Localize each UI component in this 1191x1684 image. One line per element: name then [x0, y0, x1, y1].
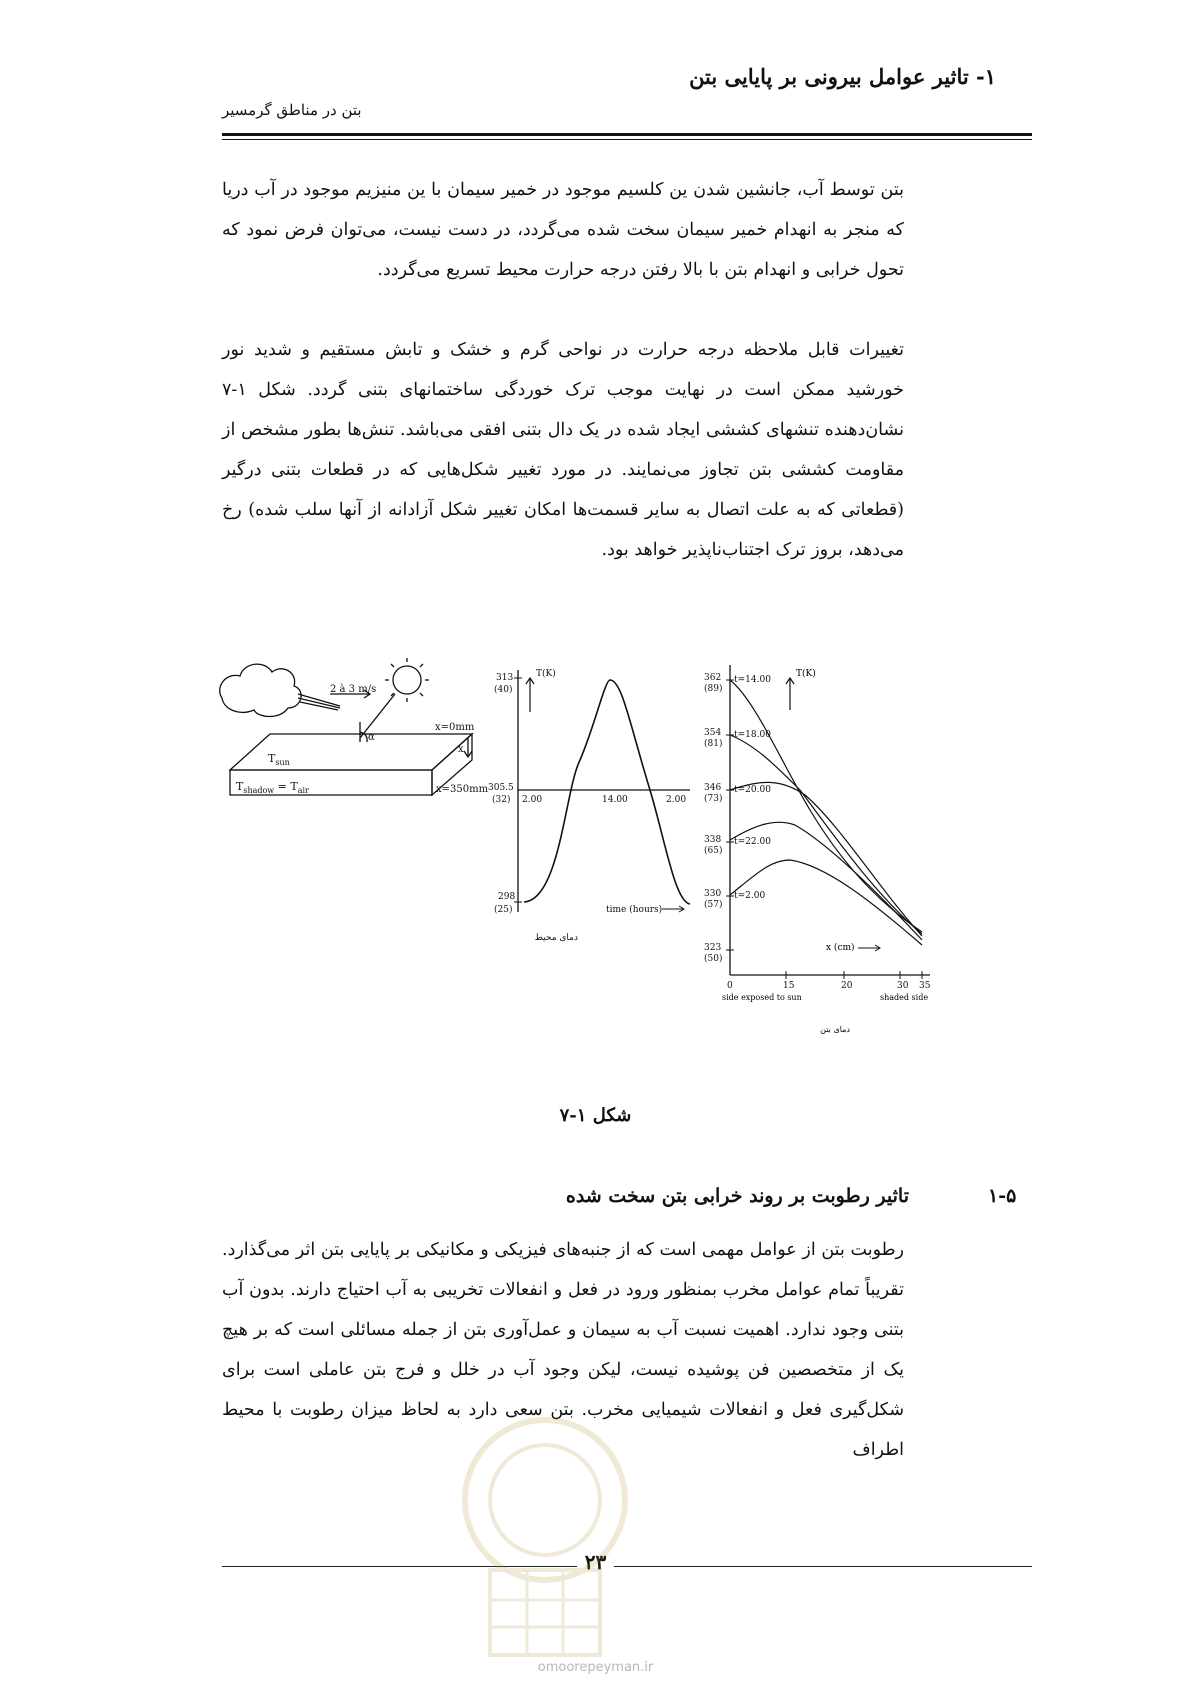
paragraph-2: تغییرات قابل ملاحظه درجه حرارت در نواحی گرم و خشک و تابش مستقیم و شدید نور خورشید ممکن است در نهایت موجب ترک خوردگی ساختمانهای بتنی گردد. شکل ۱-۷ نشان‌دهنده تنشهای کششی ایجاد شده در یک دال بتنی افقی می‌باشد. تنش‌ها بطور مشخص از مقاومت کششی بتن تجاوز می‌نمایند. در مورد تغییر شکل‌هایی که در قطعات بتنی درگیر (قطعاتی که به علت اتصال به سایر قسمت‌ها امکان تغییر شکل آزادانه از آنها سلب شده) رخ می‌دهد، بروز ترک اجتناب‌ناپذیر خواهد بود. [222, 340, 904, 560]
concrete-time-label: t=20.00 [734, 785, 771, 795]
air-y-mid: 305.5 [488, 783, 514, 793]
air-ylabel: T(K) [536, 669, 556, 679]
concrete-ytick-c: (89) [704, 684, 723, 694]
air-temperature-chart [488, 668, 690, 943]
left-note: side exposed to sun [722, 993, 802, 1002]
concrete-note: دمای بتن [820, 1025, 850, 1034]
concrete-xtick: 20 [841, 981, 853, 991]
figure-1-7 [210, 650, 970, 1070]
chapter-title: ۱- تاثیر عوامل بیرونی بر پایایی بتن [689, 64, 996, 89]
concrete-ytick-k: 362 [704, 673, 722, 683]
right-note: shaded side [880, 993, 929, 1002]
concrete-xtick: 35 [919, 981, 931, 991]
header-rule-thin [222, 139, 1032, 140]
book-title: بتن در مناطق گرمسیر [222, 101, 362, 119]
concrete-time-label: t=22.00 [734, 837, 771, 847]
tshadow-label: $T_{shadow} = T_{air}$ [236, 780, 309, 795]
header-rule [222, 133, 1032, 136]
concrete-ytick-c: (57) [704, 900, 723, 910]
page-number: ۲۳ [0, 1550, 1191, 1574]
paragraph-3: رطوبت بتن از عوامل مهمی است که از جنبه‌های فیزیکی و مکانیکی بر پایایی بتن اثر می‌گذارد. تقریباً تمام عوامل مخرب بمنظور ورود در فعل و انفعالات تخریبی به آب احتیاج دارند. بدون آب بتنی وجود ندارد. اهمیت نسبت آب به سیمان و عمل‌آوری بتن از جمله مسائلی است که بر هیچ یک از متخصصین فن پوشیده نیست، لیکن وجود آب در خلل و فرج بتن عاملی است برای شکل‌گیری فعل و انفعالات شیمیایی مخرب. بتن سعی دارد به لحاظ میزان رطوبت با محیط اطراف [222, 1240, 905, 1460]
x-label: x [458, 744, 464, 755]
concrete-time-label: t=2.00 [734, 891, 766, 901]
watermark-url: omoorepeyman.ir [537, 1660, 654, 1675]
curve-t20 [730, 782, 922, 936]
concrete-temperature-chart [704, 665, 931, 1034]
concrete-ytick-c: (73) [704, 794, 723, 804]
watermark-seal [450, 1395, 640, 1665]
air-temp-curve [524, 680, 690, 904]
air-y-bot: 298 [498, 892, 516, 902]
concrete-ytick-k: 338 [704, 835, 722, 845]
concrete-ytick-k: 330 [704, 889, 722, 899]
x0-label: x=0mm [435, 722, 475, 733]
cloud-icon [220, 664, 301, 716]
concrete-xtick: 0 [727, 981, 733, 991]
concrete-ytick-k: 323 [704, 943, 722, 953]
air-xlabel: time (hours) [606, 905, 663, 915]
figure-caption: شکل ۱-۷ [559, 1105, 632, 1126]
concrete-ylabel: T(K) [796, 669, 816, 679]
concrete-time-label: t=18.00 [734, 730, 771, 740]
concrete-ytick-k: 354 [704, 728, 722, 738]
alpha-label: α [368, 732, 375, 743]
paragraph-1: بتن توسط آب، جانشین شدن ین کلسیم موجود در خمیر سیمان با ین منیزیم موجود در آب دریا که منجر به انهدام خمیر سیمان سخت شده می‌گردد، در دست نیست، می‌توان فرض نمود که تحول خرابی و انهدام بتن با بالا رفتن درجه حرارت محیط تسریع می‌گردد. [222, 180, 904, 280]
x350-label: x=350mm [436, 784, 489, 795]
curve-t2 [730, 860, 922, 945]
air-t2: 14.00 [602, 795, 628, 805]
concrete-ytick-k: 346 [704, 783, 722, 793]
sun-rays [385, 658, 429, 702]
concrete-ytick-c: (81) [704, 739, 723, 749]
section-number: ۱-۵ [988, 1185, 1017, 1207]
wind-speed-label: 2 à 3 m/s [330, 684, 377, 695]
concrete-xtick: 30 [897, 981, 909, 991]
concrete-ytick-c: (50) [704, 954, 723, 964]
concrete-xlabel: x (cm) [826, 943, 855, 953]
air-y-mid-c: (32) [492, 795, 511, 805]
sun-icon [393, 666, 421, 694]
air-y-top: 313 [496, 673, 514, 683]
air-t3: 2.00 [666, 795, 687, 805]
concrete-xtick: 15 [783, 981, 795, 991]
concrete-ytick-c: (65) [704, 846, 723, 856]
air-t1: 2.00 [522, 795, 543, 805]
air-y-top-c: (40) [494, 685, 513, 695]
air-note: دمای محیط [534, 933, 578, 943]
section-title: تاثیر رطوبت بر روند خرابی بتن سخت شده [565, 1185, 909, 1207]
concrete-time-label: t=14.00 [734, 675, 771, 685]
tsun-label: $T_{sun}$ [268, 752, 290, 767]
air-y-bot-c: (25) [494, 905, 513, 915]
